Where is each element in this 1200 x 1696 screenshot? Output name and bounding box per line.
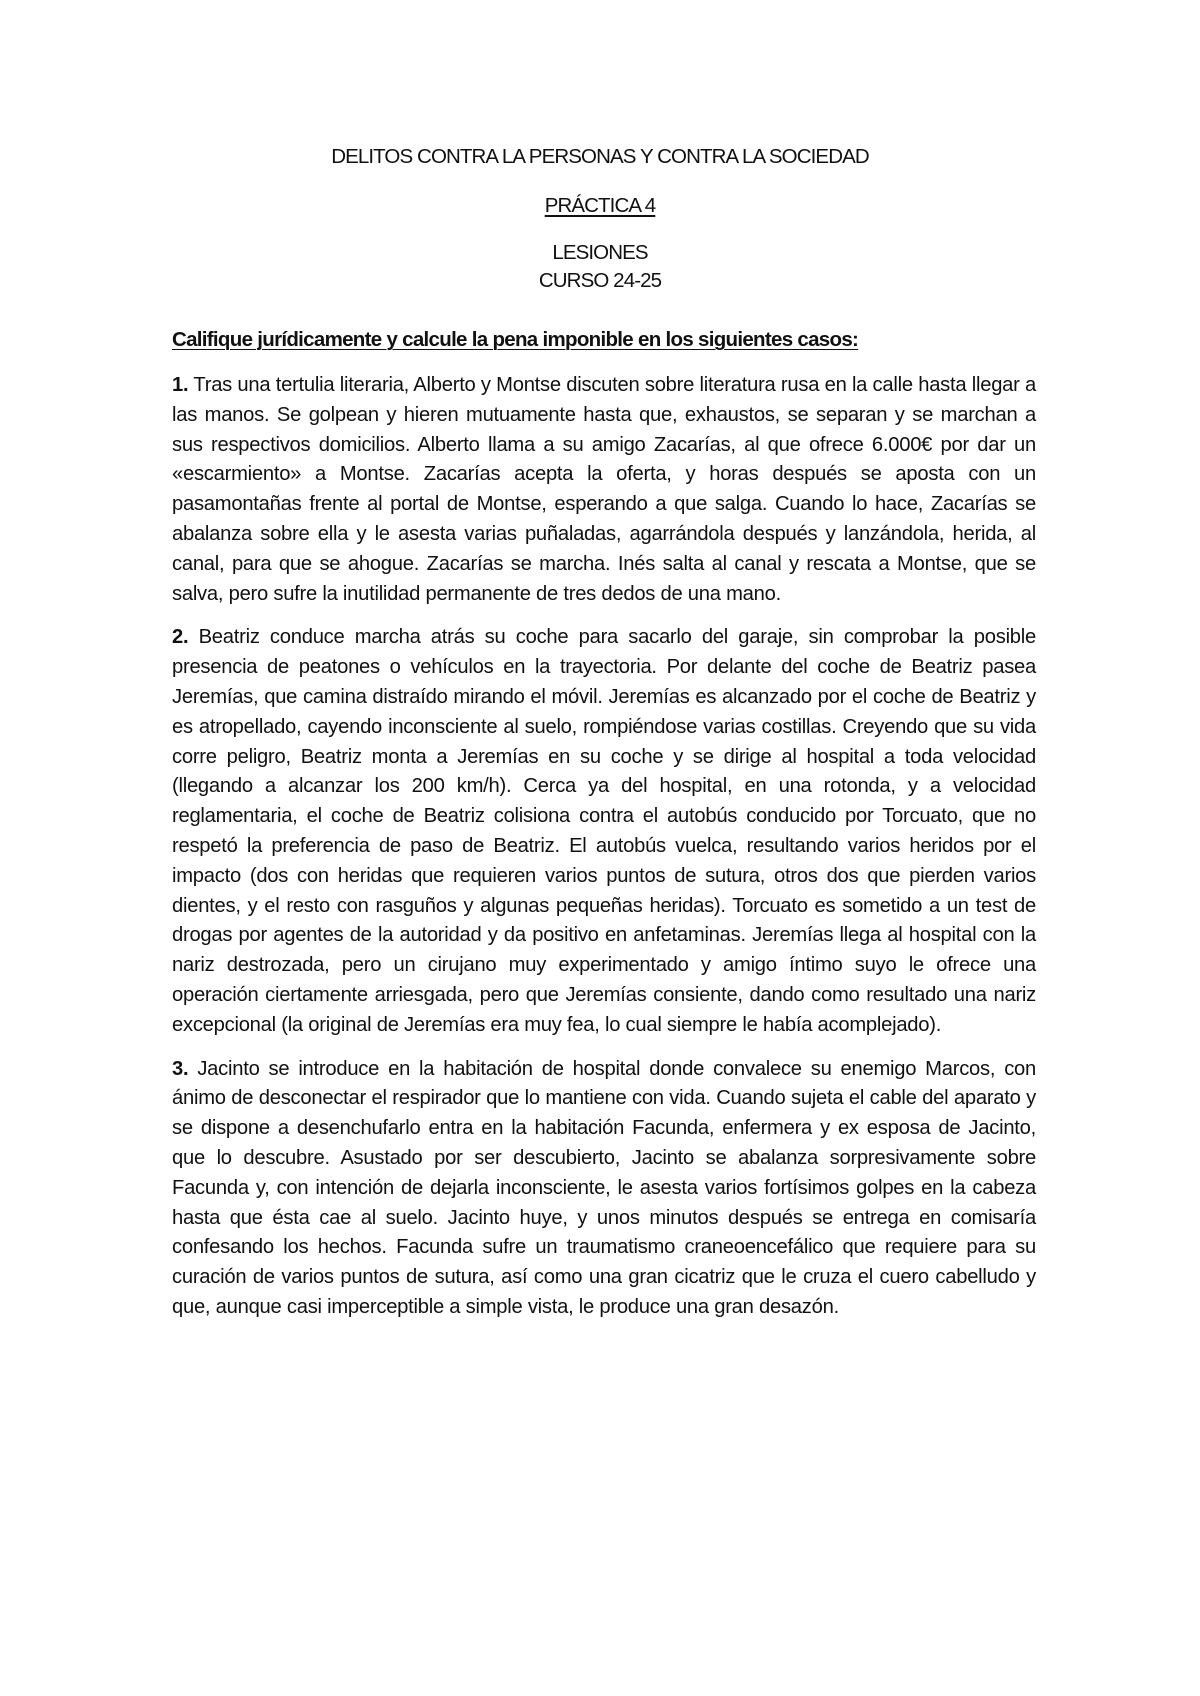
document-title: DELITOS CONTRA LA PERSONAS Y CONTRA LA SOCIEDAD — [331, 145, 869, 168]
case-text: Beatriz conduce marcha atrás su coche para sacarlo del garaje, sin comprobar la posible presencia de peatones o vehículos en la trayectoria. Por delante del coche de Beatriz pasea Jeremías, que camina distraído mirando el móvil. Jeremías es alcanzado por el coche de Beatriz y es atropellado, cayendo inconsciente al suelo, rompiéndose varias costillas. Creyendo que su vida corre peligro, Beatriz monta a Jeremías en su coche y se dirige al hospital a toda velocidad (llegando a alcanzar los 200 km/h). Cerca ya del hospital, en una rotonda, y a velocidad reglamentaria, el coche de Beatriz colisiona contra el autobús conducido por Torcuato, que no respetó la preferencia de paso de Beatriz. El autobús vuelca, resultando varios heridos por el impacto (dos con heridas que requieren varios puntos de sutura, otros dos que pierden varios dientes, y el resto con rasguños y algunas pequeñas heridas). Torcuato es sometido a un test de drogas por agentes de la autoridad y da positivo en anfetaminas. Jeremías llega al hospital con la nariz destrozada, pero un cirujano muy experimentado y amigo íntimo suyo le ofrece una operación ciertamente arriesgada, pero que Jeremías consiente, dando como resultado una nariz excepcional (la original de Jeremías era muy fea, lo cual siempre le había acomplejado). — [172, 626, 1036, 1036]
practice-number: PRÁCTICA 4 — [544, 194, 656, 217]
practice-topic: LESIONES — [552, 241, 648, 264]
course-year: CURSO 24-25 — [538, 269, 662, 292]
document-header — [0, 143, 1200, 295]
instruction-text: Califique jurídicamente y calcule la pena imponible en los siguientes casos: — [172, 328, 859, 351]
case-paragraph-2 — [172, 623, 1036, 1040]
case-number: 2. — [172, 626, 189, 649]
case-text: Tras una tertulia literaria, Alberto y Montse discuten sobre literatura rusa en la calle hasta llegar a las manos. Se golpean y hieren mutuamente hasta que, exhaustos, se separan y se marchan a sus respectivos domicilios. Alberto llama a su amigo Zacarías, al que ofrece 6.000€ por dar un «escarmiento» a Montse. Zacarías acepta la oferta, y horas después se aposta con un pasamontañas frente al portal de Montse, esperando a que salga. Cuando lo hace, Zacarías se abalanza sobre ella y le asesta varias puñaladas, agarrándola después y lanzándola, herida, al canal, para que se ahogue. Zacarías se marcha. Inés salta al canal y rescata a Montse, que se salva, pero sufre la inutilidad permanente de tres dedos de una mano. — [172, 374, 1036, 605]
case-paragraph-1 — [172, 371, 1036, 609]
case-paragraph-3 — [172, 1055, 1036, 1323]
document-body — [172, 326, 1036, 1337]
case-number: 1. — [172, 374, 189, 396]
case-number: 3. — [172, 1057, 189, 1080]
case-text: Jacinto se introduce en la habitación de hospital donde convalece su enemigo Marcos, con ánimo de desconectar el respirador que lo mantiene con vida. Cuando sujeta el cable del aparato y se dispone a desenchufarlo entra en la habitación Facunda, enfermera y ex esposa de Jacinto, que lo descubre. Asustado por ser descubierto, Jacinto se abalanza sorpresivamente sobre Facunda y, con intención de dejarla inconsciente, le asesta varios fortísimos golpes en la cabeza hasta que ésta cae al suelo. Jacinto huye, y unos minutos después se entrega en comisaría confesando los hechos. Facunda sufre un traumatismo craneoencefálico que requiere para su curación de varios puntos de sutura, así como una gran cicatriz que le cruza el cuero cabelludo y que, aunque casi imperceptible a simple vista, le produce una gran desazón. — [172, 1057, 1037, 1318]
